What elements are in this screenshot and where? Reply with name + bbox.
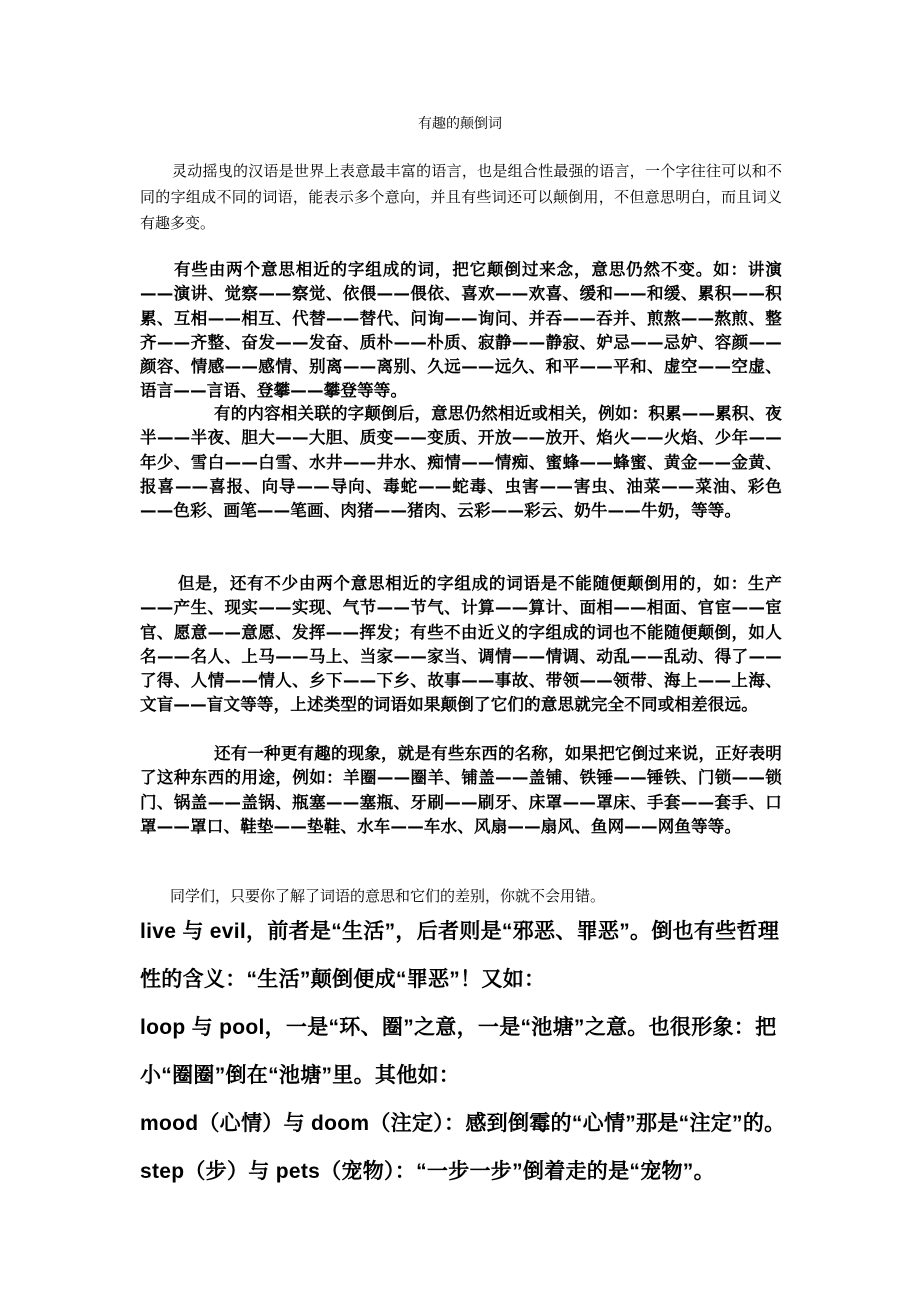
english-line: live 与 evil，前者是“生活”，后者则是“邪恶、罪恶”。倒也有些哲理 <box>140 920 780 943</box>
english-line: mood（心情）与 doom（注定）：感到倒霉的“心情”那是“注定”的。 <box>140 1112 786 1135</box>
paragraph-non-reversible: 但是，还有不少由两个意思相近的字组成的词语是不能随便颠倒用的，如：生产——产生、现实——实现、气节——节气、计算——算计、面相——相面、官宦——宦官、愿意——意愿、发挥——挥发；有些不由近义的字组成的词也不能随便颠倒，如人名——名人、上马——马上、当家——家当、调情——情调、动乱——乱动、得了——了得、人情——情人、乡下——下乡、故事——事故、带领——领带、海上——上海、文盲——盲文等等，上述类型的词语如果颠倒了它们的意思就完全不同或相差很远。 <box>140 574 782 715</box>
english-line: loop 与 pool，一是“环、圈”之意，一是“池塘”之意。也很形象：把 <box>140 1016 777 1039</box>
paragraph-synonym-reversal: 有些由两个意思相近的字组成的词，把它颠倒过来念，意思仍然不变。如：讲演——演讲、觉察——察觉、依偎——偎依、喜欢——欢喜、缓和——和缓、累积——积累、互相——相互、代替——替代、问询——询问、并吞——吞并、煎熬——熬煎、整齐——齐整、奋发——发奋、质朴——朴质、寂静——静寂、妒忌——忌妒、容颜——颜容、情感——感情、别离——离别、久远——远久、和平——平和、虚空——空虚、语言——言语、登攀——攀登等等。 <box>140 260 782 401</box>
paragraph-usage-reversal: 还有一种更有趣的现象，就是有些东西的名称，如果把它倒过来说，正好表明了这种东西的用途，例如：羊圈——圈羊、铺盖——盖铺、铁锤——锤铁、门锁——锁门、锅盖——盖锅、瓶塞——塞瓶、牙刷——刷牙、床罩——罩床、手套——套手、口罩——罩口、鞋垫——垫鞋、水车——车水、风扇——扇风、鱼网——网鱼等等。 <box>140 744 782 836</box>
english-line: 性的含义：“生活”颠倒便成“罪恶”！又如： <box>140 968 546 991</box>
english-line: 小“圈圈”倒在“池塘”里。其他如： <box>140 1064 461 1087</box>
english-line: step（步）与 pets（宠物）：“一步一步”倒着走的是“宠物”。 <box>140 1160 715 1183</box>
intro-paragraph: 灵动摇曳的汉语是世界上表意最丰富的语言，也是组合性最强的语言，一个字往往可以和不同的字组成不同的词语，能表示多个意向，并且有些词还可以颠倒用，不但意思明白，而且词义有趣多变。 <box>140 162 782 232</box>
document-title: 有趣的颠倒词 <box>418 116 502 132</box>
closing-paragraph: 同学们，只要你了解了词语的意思和它们的差别，你就不会用错。 <box>170 887 606 905</box>
paragraph-related-reversal: 有的内容相关联的字颠倒后，意思仍然相近或相关，例如：积累——累积、夜半——半夜、胆大——大胆、质变——变质、开放——放开、焰火——火焰、少年——年少、雪白——白雪、水井——井水、痴情——情痴、蜜蜂——蜂蜜、黄金——金黄、报喜——喜报、向导——导向、毒蛇——蛇毒、虫害——害虫、油菜——菜油、彩色——色彩、画笔——笔画、肉猪——猪肉、云彩——彩云、奶牛——牛奶，等等。 <box>140 404 782 521</box>
